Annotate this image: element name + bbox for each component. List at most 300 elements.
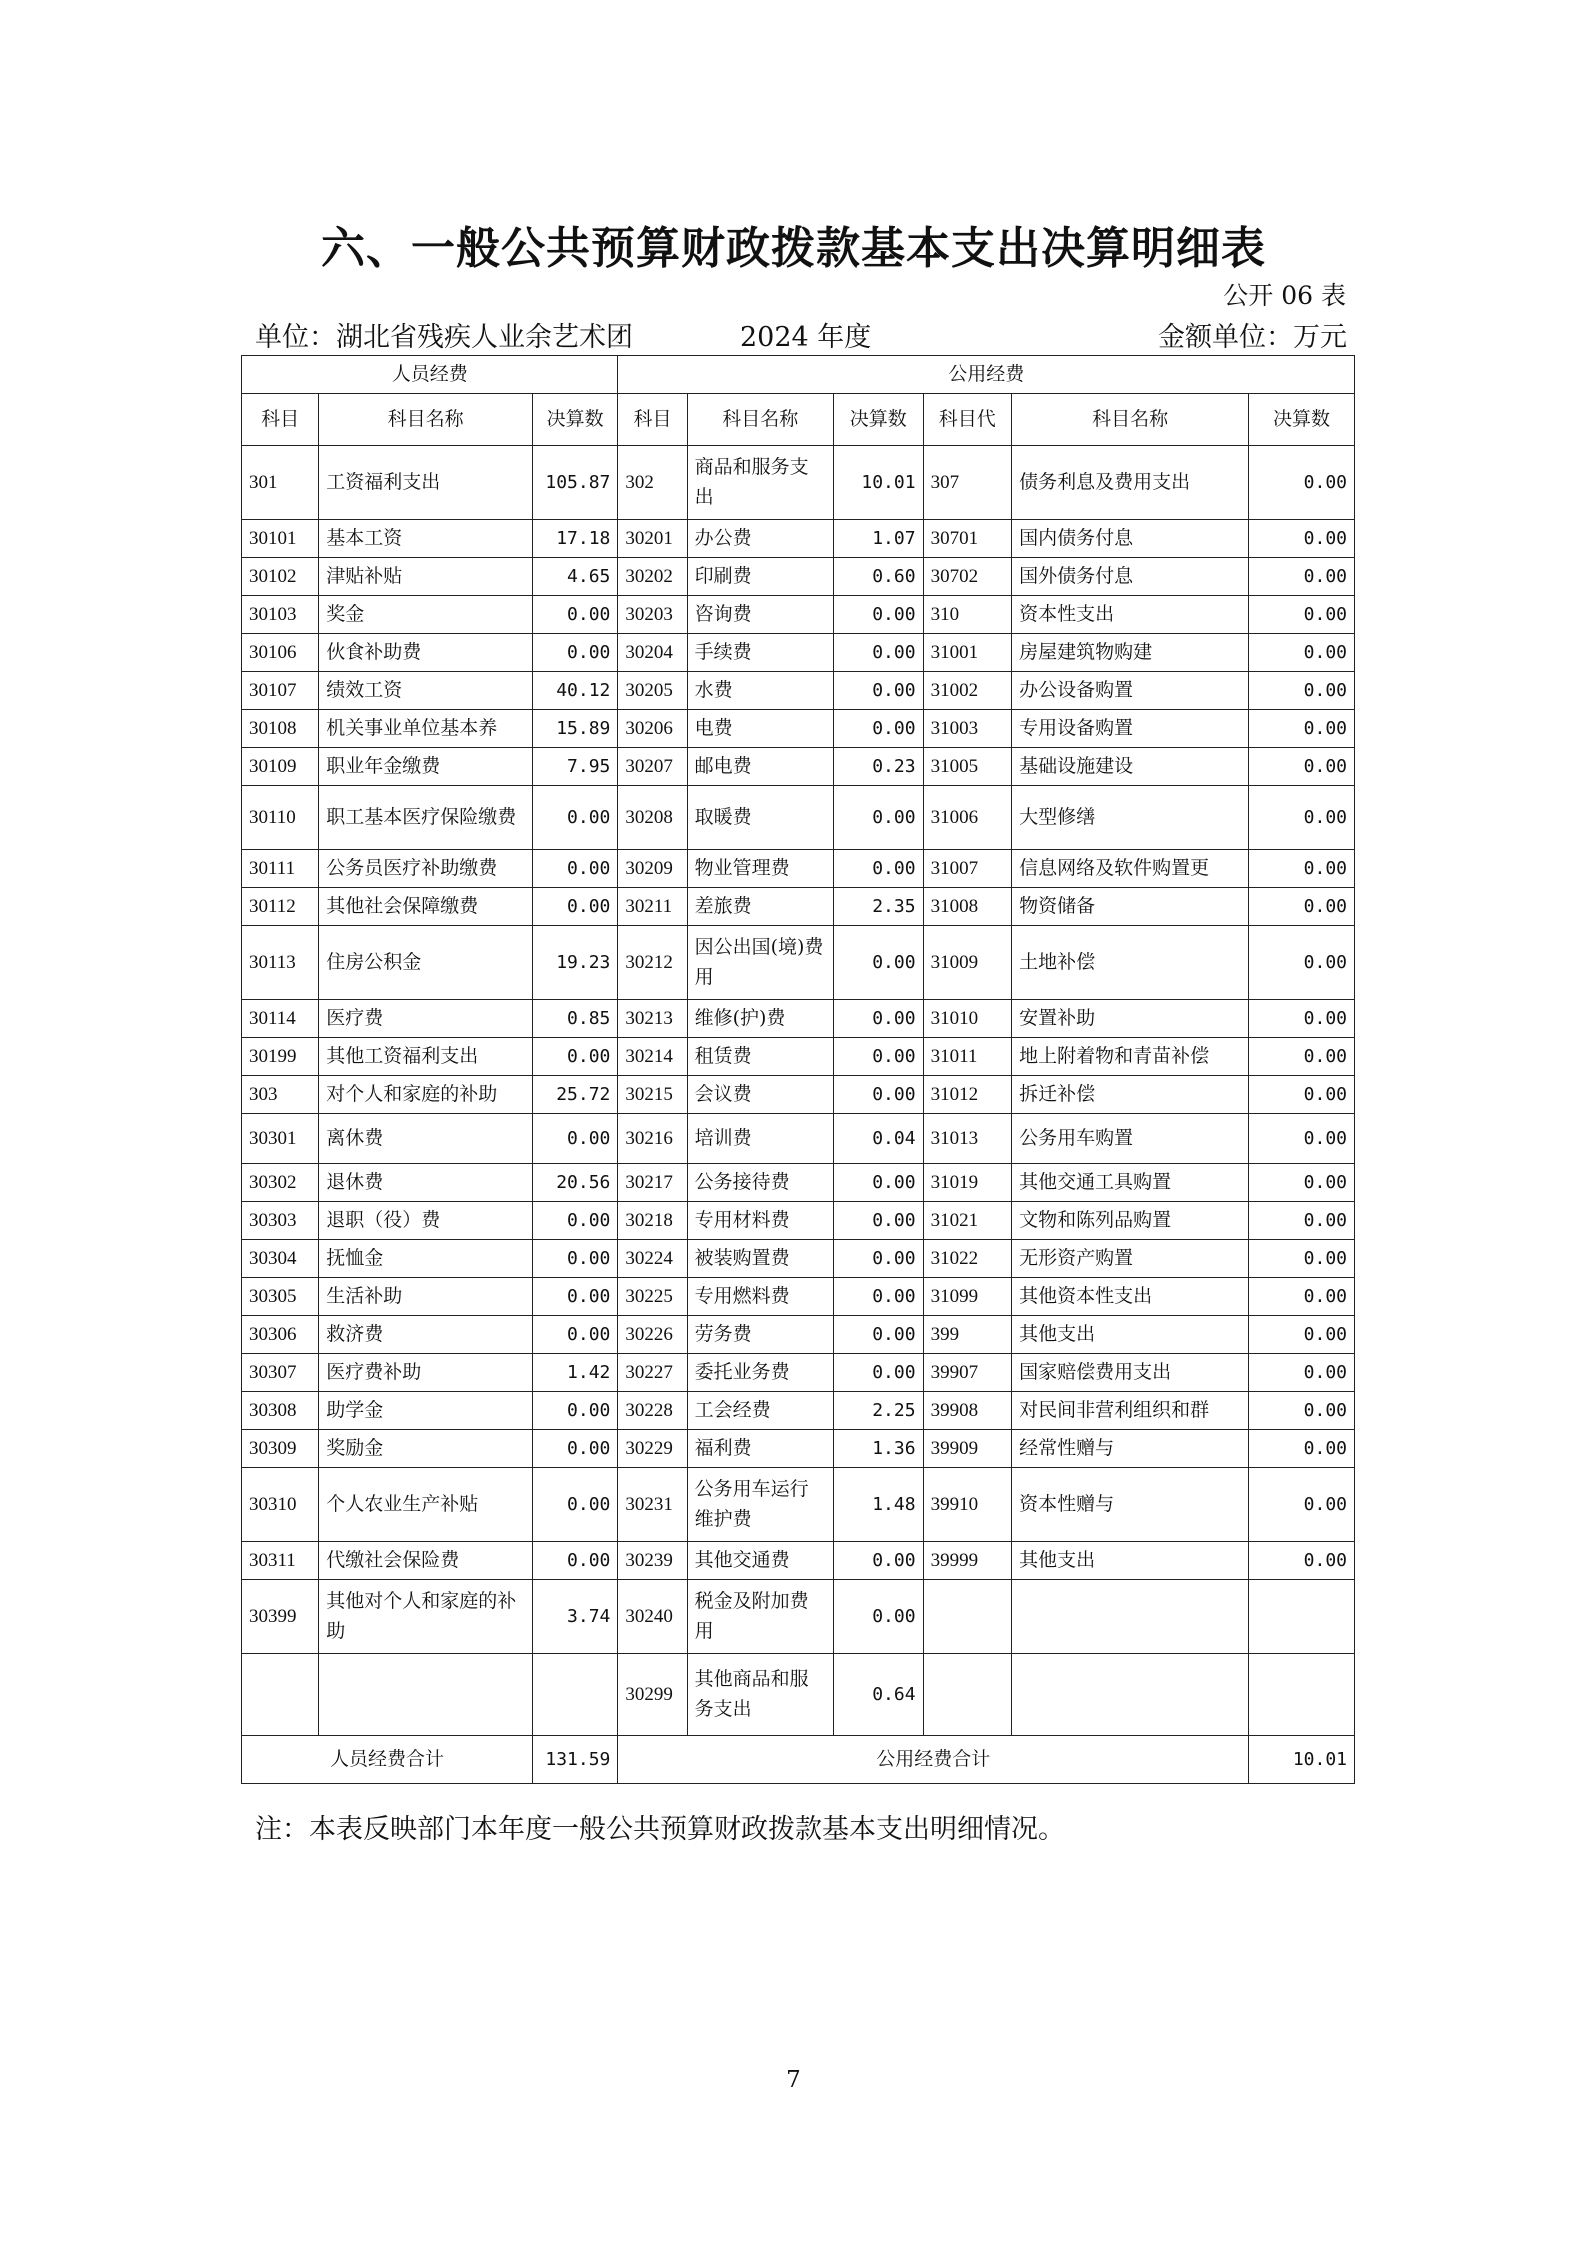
personnel-name-cell: 奖金 xyxy=(319,596,533,634)
public-amount-cell: 0.00 xyxy=(834,786,924,850)
public-extra-code-cell: 31011 xyxy=(923,1038,1012,1076)
public-amount-cell: 1.07 xyxy=(834,520,924,558)
table-body xyxy=(242,356,1355,1784)
public-extra-code-cell: 39907 xyxy=(923,1354,1012,1392)
public-extra-amount-cell: 0.00 xyxy=(1249,1000,1355,1038)
table-row xyxy=(242,1076,1355,1114)
public-extra-name-cell: 办公设备购置 xyxy=(1012,672,1249,710)
personnel-amount-cell: 0.00 xyxy=(532,1114,617,1164)
public-code-cell: 30239 xyxy=(618,1542,687,1580)
col-header-name: 科目名称 xyxy=(1012,394,1249,446)
personnel-code-cell: 30399 xyxy=(242,1580,319,1654)
personnel-name-cell: 伙食补助费 xyxy=(319,634,533,672)
personnel-amount-cell: 3.74 xyxy=(532,1580,617,1654)
public-extra-code-cell: 31009 xyxy=(923,926,1012,1000)
public-extra-code-cell: 31021 xyxy=(923,1202,1012,1240)
personnel-amount-cell: 0.00 xyxy=(532,1542,617,1580)
public-extra-code-cell: 30702 xyxy=(923,558,1012,596)
public-name-cell: 被装购置费 xyxy=(687,1240,833,1278)
public-code-cell: 30240 xyxy=(618,1580,687,1654)
public-code-cell: 30217 xyxy=(618,1164,687,1202)
public-extra-code-cell: 31002 xyxy=(923,672,1012,710)
personnel-name-cell: 津贴补贴 xyxy=(319,558,533,596)
table-row xyxy=(242,1316,1355,1354)
public-code-cell: 30203 xyxy=(618,596,687,634)
year-label: 2024 年度 xyxy=(740,322,872,353)
public-extra-code-cell: 39909 xyxy=(923,1430,1012,1468)
personnel-name-cell: 其他社会保障缴费 xyxy=(319,888,533,926)
personnel-code-cell xyxy=(242,1654,319,1736)
public-name-cell: 培训费 xyxy=(687,1114,833,1164)
public-extra-name-cell: 房屋建筑物购建 xyxy=(1012,634,1249,672)
public-extra-code-cell: 310 xyxy=(923,596,1012,634)
public-amount-cell: 1.36 xyxy=(834,1430,924,1468)
personnel-code-cell: 30310 xyxy=(242,1468,319,1542)
public-extra-code-cell: 31010 xyxy=(923,1000,1012,1038)
public-extra-name-cell: 公务用车购置 xyxy=(1012,1114,1249,1164)
personnel-amount-cell: 0.00 xyxy=(532,1316,617,1354)
public-name-cell: 电费 xyxy=(687,710,833,748)
public-extra-amount-cell: 0.00 xyxy=(1249,1114,1355,1164)
personnel-name-cell: 救济费 xyxy=(319,1316,533,1354)
public-code-cell: 30205 xyxy=(618,672,687,710)
public-amount-cell: 0.00 xyxy=(834,850,924,888)
table-row xyxy=(242,888,1355,926)
public-code-cell: 30218 xyxy=(618,1202,687,1240)
public-extra-name-cell: 国内债务付息 xyxy=(1012,520,1249,558)
public-amount-cell: 0.00 xyxy=(834,672,924,710)
table-row xyxy=(242,1542,1355,1580)
personnel-amount-cell: 0.00 xyxy=(532,1240,617,1278)
personnel-name-cell: 其他工资福利支出 xyxy=(319,1038,533,1076)
public-extra-code-cell: 31013 xyxy=(923,1114,1012,1164)
public-name-cell: 专用材料费 xyxy=(687,1202,833,1240)
public-total-value: 10.01 xyxy=(1249,1736,1355,1784)
public-code-cell: 30227 xyxy=(618,1354,687,1392)
personnel-amount-cell: 25.72 xyxy=(532,1076,617,1114)
public-extra-amount-cell: 0.00 xyxy=(1249,1430,1355,1468)
personnel-name-cell xyxy=(319,1654,533,1736)
public-code-cell: 30226 xyxy=(618,1316,687,1354)
public-extra-amount-cell: 0.00 xyxy=(1249,672,1355,710)
table-row xyxy=(242,1430,1355,1468)
public-amount-cell: 2.35 xyxy=(834,888,924,926)
public-extra-name-cell: 文物和陈列品购置 xyxy=(1012,1202,1249,1240)
public-extra-amount-cell: 0.00 xyxy=(1249,1354,1355,1392)
table-row xyxy=(242,926,1355,1000)
table-row xyxy=(242,1278,1355,1316)
personnel-code-cell: 30109 xyxy=(242,748,319,786)
table-row xyxy=(242,1354,1355,1392)
personnel-amount-cell: 0.85 xyxy=(532,1000,617,1038)
public-amount-cell: 0.00 xyxy=(834,1542,924,1580)
table-row xyxy=(242,634,1355,672)
personnel-amount-cell: 0.00 xyxy=(532,1278,617,1316)
personnel-name-cell: 医疗费补助 xyxy=(319,1354,533,1392)
public-name-cell: 手续费 xyxy=(687,634,833,672)
public-amount-cell: 0.00 xyxy=(834,1202,924,1240)
personnel-amount-cell: 0.00 xyxy=(532,596,617,634)
personnel-group-header: 人员经费 xyxy=(242,356,618,394)
personnel-amount-cell: 0.00 xyxy=(532,888,617,926)
personnel-name-cell: 离休费 xyxy=(319,1114,533,1164)
personnel-name-cell: 住房公积金 xyxy=(319,926,533,1000)
public-extra-amount-cell: 0.00 xyxy=(1249,1278,1355,1316)
personnel-code-cell: 30308 xyxy=(242,1392,319,1430)
personnel-amount-cell: 1.42 xyxy=(532,1354,617,1392)
public-amount-cell: 0.00 xyxy=(834,1354,924,1392)
public-code-cell: 30229 xyxy=(618,1430,687,1468)
public-amount-cell: 0.00 xyxy=(834,596,924,634)
public-extra-name-cell: 专用设备购置 xyxy=(1012,710,1249,748)
public-code-cell: 30208 xyxy=(618,786,687,850)
public-amount-cell: 0.64 xyxy=(834,1654,924,1736)
public-name-cell: 福利费 xyxy=(687,1430,833,1468)
public-extra-amount-cell: 0.00 xyxy=(1249,1240,1355,1278)
public-extra-amount-cell: 0.00 xyxy=(1249,558,1355,596)
public-extra-code-cell xyxy=(923,1654,1012,1736)
col-header-code-alt: 科目代 xyxy=(923,394,1012,446)
personnel-code-cell: 30301 xyxy=(242,1114,319,1164)
public-extra-name-cell: 国家赔偿费用支出 xyxy=(1012,1354,1249,1392)
personnel-amount-cell: 0.00 xyxy=(532,1468,617,1542)
public-name-cell: 咨询费 xyxy=(687,596,833,634)
public-code-cell: 30214 xyxy=(618,1038,687,1076)
public-total-label: 公用经费合计 xyxy=(618,1736,1249,1784)
public-code-cell: 30202 xyxy=(618,558,687,596)
public-amount-cell: 0.00 xyxy=(834,1278,924,1316)
personnel-amount-cell: 0.00 xyxy=(532,634,617,672)
column-header-row xyxy=(242,394,1355,446)
table-row xyxy=(242,1038,1355,1076)
public-extra-amount-cell xyxy=(1249,1580,1355,1654)
col-header-amount: 决算数 xyxy=(1249,394,1355,446)
public-extra-name-cell: 安置补助 xyxy=(1012,1000,1249,1038)
col-header-amount: 决算数 xyxy=(532,394,617,446)
public-amount-cell: 0.00 xyxy=(834,926,924,1000)
table-row xyxy=(242,850,1355,888)
personnel-name-cell: 公务员医疗补助缴费 xyxy=(319,850,533,888)
public-amount-cell: 0.00 xyxy=(834,1000,924,1038)
public-extra-code-cell: 39999 xyxy=(923,1542,1012,1580)
public-name-cell: 商品和服务支出 xyxy=(687,446,833,520)
table-row xyxy=(242,672,1355,710)
unit-label: 单位：湖北省残疾人业余艺术团 xyxy=(255,322,633,353)
personnel-code-cell: 303 xyxy=(242,1076,319,1114)
public-extra-name-cell: 地上附着物和青苗补偿 xyxy=(1012,1038,1249,1076)
public-extra-name-cell: 其他支出 xyxy=(1012,1542,1249,1580)
table-meta xyxy=(255,315,1347,351)
public-name-cell: 水费 xyxy=(687,672,833,710)
table-row xyxy=(242,786,1355,850)
table-row xyxy=(242,748,1355,786)
public-extra-amount-cell: 0.00 xyxy=(1249,1468,1355,1542)
personnel-name-cell: 对个人和家庭的补助 xyxy=(319,1076,533,1114)
public-extra-code-cell: 39908 xyxy=(923,1392,1012,1430)
public-name-cell: 工会经费 xyxy=(687,1392,833,1430)
public-extra-code-cell: 399 xyxy=(923,1316,1012,1354)
personnel-code-cell: 30101 xyxy=(242,520,319,558)
totals-row xyxy=(242,1736,1355,1784)
table-row xyxy=(242,1468,1355,1542)
public-extra-code-cell: 30701 xyxy=(923,520,1012,558)
public-extra-code-cell xyxy=(923,1580,1012,1654)
public-name-cell: 劳务费 xyxy=(687,1316,833,1354)
table-row xyxy=(242,558,1355,596)
public-extra-name-cell: 大型修缮 xyxy=(1012,786,1249,850)
table-row xyxy=(242,1202,1355,1240)
public-extra-code-cell: 31008 xyxy=(923,888,1012,926)
personnel-amount-cell: 15.89 xyxy=(532,710,617,748)
public-code-cell: 302 xyxy=(618,446,687,520)
public-extra-amount-cell: 0.00 xyxy=(1249,786,1355,850)
public-extra-amount-cell: 0.00 xyxy=(1249,1316,1355,1354)
public-name-cell: 其他交通费 xyxy=(687,1542,833,1580)
table-row xyxy=(242,520,1355,558)
public-extra-name-cell: 其他资本性支出 xyxy=(1012,1278,1249,1316)
public-code-cell: 30201 xyxy=(618,520,687,558)
table-row xyxy=(242,1164,1355,1202)
public-name-cell: 会议费 xyxy=(687,1076,833,1114)
public-extra-name-cell xyxy=(1012,1654,1249,1736)
public-code-cell: 30209 xyxy=(618,850,687,888)
public-amount-cell: 0.00 xyxy=(834,1038,924,1076)
personnel-amount-cell: 0.00 xyxy=(532,1392,617,1430)
personnel-code-cell: 301 xyxy=(242,446,319,520)
public-amount-cell: 2.25 xyxy=(834,1392,924,1430)
public-extra-name-cell: 其他支出 xyxy=(1012,1316,1249,1354)
public-code-cell: 30215 xyxy=(618,1076,687,1114)
expenditure-table xyxy=(241,355,1355,1784)
personnel-amount-cell: 0.00 xyxy=(532,850,617,888)
public-extra-amount-cell: 0.00 xyxy=(1249,1038,1355,1076)
personnel-code-cell: 30112 xyxy=(242,888,319,926)
public-name-cell: 专用燃料费 xyxy=(687,1278,833,1316)
public-name-cell: 委托业务费 xyxy=(687,1354,833,1392)
personnel-name-cell: 退职（役）费 xyxy=(319,1202,533,1240)
public-code-cell: 30211 xyxy=(618,888,687,926)
personnel-name-cell: 退休费 xyxy=(319,1164,533,1202)
group-header-row xyxy=(242,356,1355,394)
public-name-cell: 取暖费 xyxy=(687,786,833,850)
personnel-code-cell: 30199 xyxy=(242,1038,319,1076)
personnel-amount-cell: 20.56 xyxy=(532,1164,617,1202)
public-extra-code-cell: 31005 xyxy=(923,748,1012,786)
public-extra-name-cell: 其他交通工具购置 xyxy=(1012,1164,1249,1202)
personnel-name-cell: 职工基本医疗保险缴费 xyxy=(319,786,533,850)
public-amount-cell: 0.60 xyxy=(834,558,924,596)
personnel-code-cell: 30113 xyxy=(242,926,319,1000)
public-extra-amount-cell: 0.00 xyxy=(1249,926,1355,1000)
public-name-cell: 其他商品和服务支出 xyxy=(687,1654,833,1736)
personnel-total-label: 人员经费合计 xyxy=(242,1736,533,1784)
public-code-cell: 30299 xyxy=(618,1654,687,1736)
personnel-code-cell: 30309 xyxy=(242,1430,319,1468)
public-extra-amount-cell: 0.00 xyxy=(1249,1202,1355,1240)
personnel-code-cell: 30307 xyxy=(242,1354,319,1392)
public-extra-code-cell: 39910 xyxy=(923,1468,1012,1542)
public-extra-code-cell: 31019 xyxy=(923,1164,1012,1202)
public-extra-code-cell: 31099 xyxy=(923,1278,1012,1316)
personnel-amount-cell: 0.00 xyxy=(532,786,617,850)
public-extra-name-cell: 资本性赠与 xyxy=(1012,1468,1249,1542)
public-extra-amount-cell: 0.00 xyxy=(1249,1392,1355,1430)
personnel-amount-cell: 40.12 xyxy=(532,672,617,710)
personnel-amount-cell: 4.65 xyxy=(532,558,617,596)
personnel-code-cell: 30114 xyxy=(242,1000,319,1038)
public-code-cell: 30213 xyxy=(618,1000,687,1038)
col-header-code: 科目 xyxy=(242,394,319,446)
page-number: 7 xyxy=(786,2067,801,2093)
personnel-name-cell: 其他对个人和家庭的补助 xyxy=(319,1580,533,1654)
public-extra-name-cell: 对民间非营利组织和群 xyxy=(1012,1392,1249,1430)
personnel-name-cell: 生活补助 xyxy=(319,1278,533,1316)
public-amount-cell: 0.00 xyxy=(834,1076,924,1114)
personnel-name-cell: 基本工资 xyxy=(319,520,533,558)
personnel-amount-cell: 0.00 xyxy=(532,1202,617,1240)
public-extra-code-cell: 307 xyxy=(923,446,1012,520)
col-header-name: 科目名称 xyxy=(319,394,533,446)
personnel-name-cell: 机关事业单位基本养 xyxy=(319,710,533,748)
public-code-cell: 30225 xyxy=(618,1278,687,1316)
public-extra-code-cell: 31001 xyxy=(923,634,1012,672)
personnel-name-cell: 绩效工资 xyxy=(319,672,533,710)
public-extra-amount-cell: 0.00 xyxy=(1249,446,1355,520)
personnel-name-cell: 助学金 xyxy=(319,1392,533,1430)
col-header-amount: 决算数 xyxy=(834,394,924,446)
public-extra-code-cell: 31006 xyxy=(923,786,1012,850)
public-extra-amount-cell: 0.00 xyxy=(1249,1076,1355,1114)
table-row xyxy=(242,1580,1355,1654)
personnel-code-cell: 30305 xyxy=(242,1278,319,1316)
personnel-amount-cell: 17.18 xyxy=(532,520,617,558)
public-amount-cell: 10.01 xyxy=(834,446,924,520)
public-name-cell: 物业管理费 xyxy=(687,850,833,888)
table-row xyxy=(242,1114,1355,1164)
public-amount-cell: 0.00 xyxy=(834,1316,924,1354)
public-amount-cell: 0.00 xyxy=(834,1164,924,1202)
public-extra-amount-cell: 0.00 xyxy=(1249,520,1355,558)
public-extra-amount-cell: 0.00 xyxy=(1249,596,1355,634)
personnel-code-cell: 30108 xyxy=(242,710,319,748)
public-name-cell: 印刷费 xyxy=(687,558,833,596)
public-extra-amount-cell xyxy=(1249,1654,1355,1736)
form-number: 公开 06 表 xyxy=(1223,281,1346,310)
public-amount-cell: 0.00 xyxy=(834,1580,924,1654)
public-name-cell: 因公出国(境)费用 xyxy=(687,926,833,1000)
money-unit-label: 金额单位：万元 xyxy=(1158,322,1347,353)
personnel-amount-cell: 19.23 xyxy=(532,926,617,1000)
personnel-name-cell: 抚恤金 xyxy=(319,1240,533,1278)
col-header-code: 科目 xyxy=(618,394,687,446)
personnel-name-cell: 代缴社会保险费 xyxy=(319,1542,533,1580)
public-name-cell: 租赁费 xyxy=(687,1038,833,1076)
public-extra-name-cell: 无形资产购置 xyxy=(1012,1240,1249,1278)
personnel-code-cell: 30306 xyxy=(242,1316,319,1354)
public-name-cell: 差旅费 xyxy=(687,888,833,926)
public-code-cell: 30231 xyxy=(618,1468,687,1542)
table-row xyxy=(242,710,1355,748)
public-name-cell: 办公费 xyxy=(687,520,833,558)
personnel-code-cell: 30111 xyxy=(242,850,319,888)
public-extra-amount-cell: 0.00 xyxy=(1249,850,1355,888)
public-extra-code-cell: 31007 xyxy=(923,850,1012,888)
public-amount-cell: 1.48 xyxy=(834,1468,924,1542)
public-extra-amount-cell: 0.00 xyxy=(1249,888,1355,926)
personnel-total-value: 131.59 xyxy=(532,1736,617,1784)
public-extra-amount-cell: 0.00 xyxy=(1249,1542,1355,1580)
public-extra-code-cell: 31012 xyxy=(923,1076,1012,1114)
public-code-cell: 30216 xyxy=(618,1114,687,1164)
public-name-cell: 公务接待费 xyxy=(687,1164,833,1202)
public-extra-name-cell: 债务利息及费用支出 xyxy=(1012,446,1249,520)
public-name-cell: 邮电费 xyxy=(687,748,833,786)
public-group-header: 公用经费 xyxy=(618,356,1355,394)
public-extra-amount-cell: 0.00 xyxy=(1249,710,1355,748)
public-extra-amount-cell: 0.00 xyxy=(1249,1164,1355,1202)
public-extra-name-cell xyxy=(1012,1580,1249,1654)
public-extra-name-cell: 信息网络及软件购置更 xyxy=(1012,850,1249,888)
public-extra-name-cell: 物资储备 xyxy=(1012,888,1249,926)
table-row xyxy=(242,596,1355,634)
personnel-amount-cell: 0.00 xyxy=(532,1430,617,1468)
table-row xyxy=(242,1240,1355,1278)
personnel-amount-cell: 105.87 xyxy=(532,446,617,520)
public-amount-cell: 0.04 xyxy=(834,1114,924,1164)
table-row xyxy=(242,1654,1355,1736)
public-extra-code-cell: 31022 xyxy=(923,1240,1012,1278)
page-title: 六、一般公共预算财政拨款基本支出决算明细表 xyxy=(321,223,1266,274)
personnel-code-cell: 30311 xyxy=(242,1542,319,1580)
personnel-code-cell: 30106 xyxy=(242,634,319,672)
public-code-cell: 30224 xyxy=(618,1240,687,1278)
personnel-code-cell: 30110 xyxy=(242,786,319,850)
table-row xyxy=(242,446,1355,520)
public-extra-name-cell: 经常性赠与 xyxy=(1012,1430,1249,1468)
public-extra-name-cell: 土地补偿 xyxy=(1012,926,1249,1000)
personnel-code-cell: 30303 xyxy=(242,1202,319,1240)
public-extra-name-cell: 国外债务付息 xyxy=(1012,558,1249,596)
footnote: 注：本表反映部门本年度一般公共预算财政拨款基本支出明细情况。 xyxy=(255,1814,1065,1845)
public-amount-cell: 0.23 xyxy=(834,748,924,786)
public-amount-cell: 0.00 xyxy=(834,710,924,748)
personnel-name-cell: 个人农业生产补贴 xyxy=(319,1468,533,1542)
personnel-name-cell: 工资福利支出 xyxy=(319,446,533,520)
public-code-cell: 30204 xyxy=(618,634,687,672)
col-header-name: 科目名称 xyxy=(687,394,833,446)
public-code-cell: 30207 xyxy=(618,748,687,786)
public-amount-cell: 0.00 xyxy=(834,1240,924,1278)
public-extra-name-cell: 资本性支出 xyxy=(1012,596,1249,634)
personnel-code-cell: 30103 xyxy=(242,596,319,634)
public-extra-amount-cell: 0.00 xyxy=(1249,748,1355,786)
table-row xyxy=(242,1000,1355,1038)
public-name-cell: 公务用车运行维护费 xyxy=(687,1468,833,1542)
personnel-name-cell: 职业年金缴费 xyxy=(319,748,533,786)
personnel-amount-cell xyxy=(532,1654,617,1736)
public-extra-code-cell: 31003 xyxy=(923,710,1012,748)
public-code-cell: 30228 xyxy=(618,1392,687,1430)
public-extra-name-cell: 基础设施建设 xyxy=(1012,748,1249,786)
personnel-name-cell: 奖励金 xyxy=(319,1430,533,1468)
public-extra-amount-cell: 0.00 xyxy=(1249,634,1355,672)
personnel-amount-cell: 0.00 xyxy=(532,1038,617,1076)
public-extra-name-cell: 拆迁补偿 xyxy=(1012,1076,1249,1114)
personnel-code-cell: 30302 xyxy=(242,1164,319,1202)
personnel-code-cell: 30102 xyxy=(242,558,319,596)
personnel-name-cell: 医疗费 xyxy=(319,1000,533,1038)
personnel-code-cell: 30304 xyxy=(242,1240,319,1278)
